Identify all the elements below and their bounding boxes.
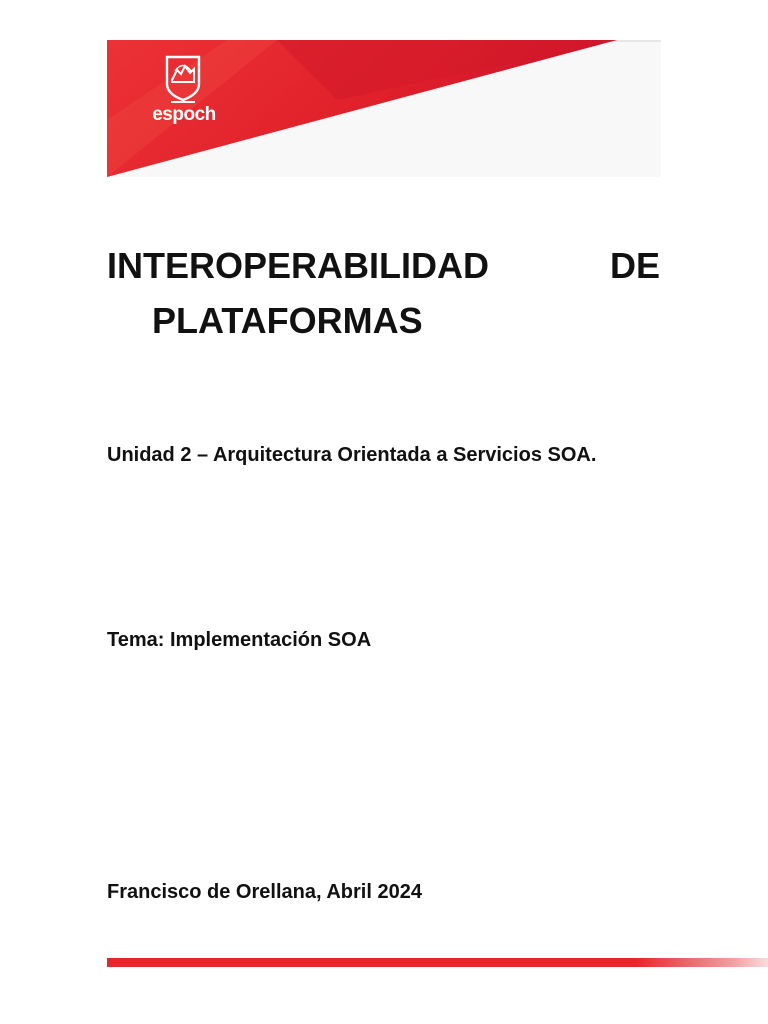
espoch-logo [147,54,219,134]
topic-heading: Tema: Implementación SOA [107,629,372,651]
title-line-1-end: DE [609,245,660,286]
logo-text: espoch [152,104,216,125]
footer-red-bar [107,958,768,967]
header-banner [107,40,661,177]
place-date: Francisco de Orellana, Abril 2024 [107,881,422,903]
unit-subtitle: Unidad 2 – Arquitectura Orientada a Servicios SOA. [107,444,597,466]
title-line-1: INTEROPERABILIDAD [107,245,490,286]
shield-icon [163,54,203,104]
title-line-2: PLATAFORMAS [152,300,423,341]
